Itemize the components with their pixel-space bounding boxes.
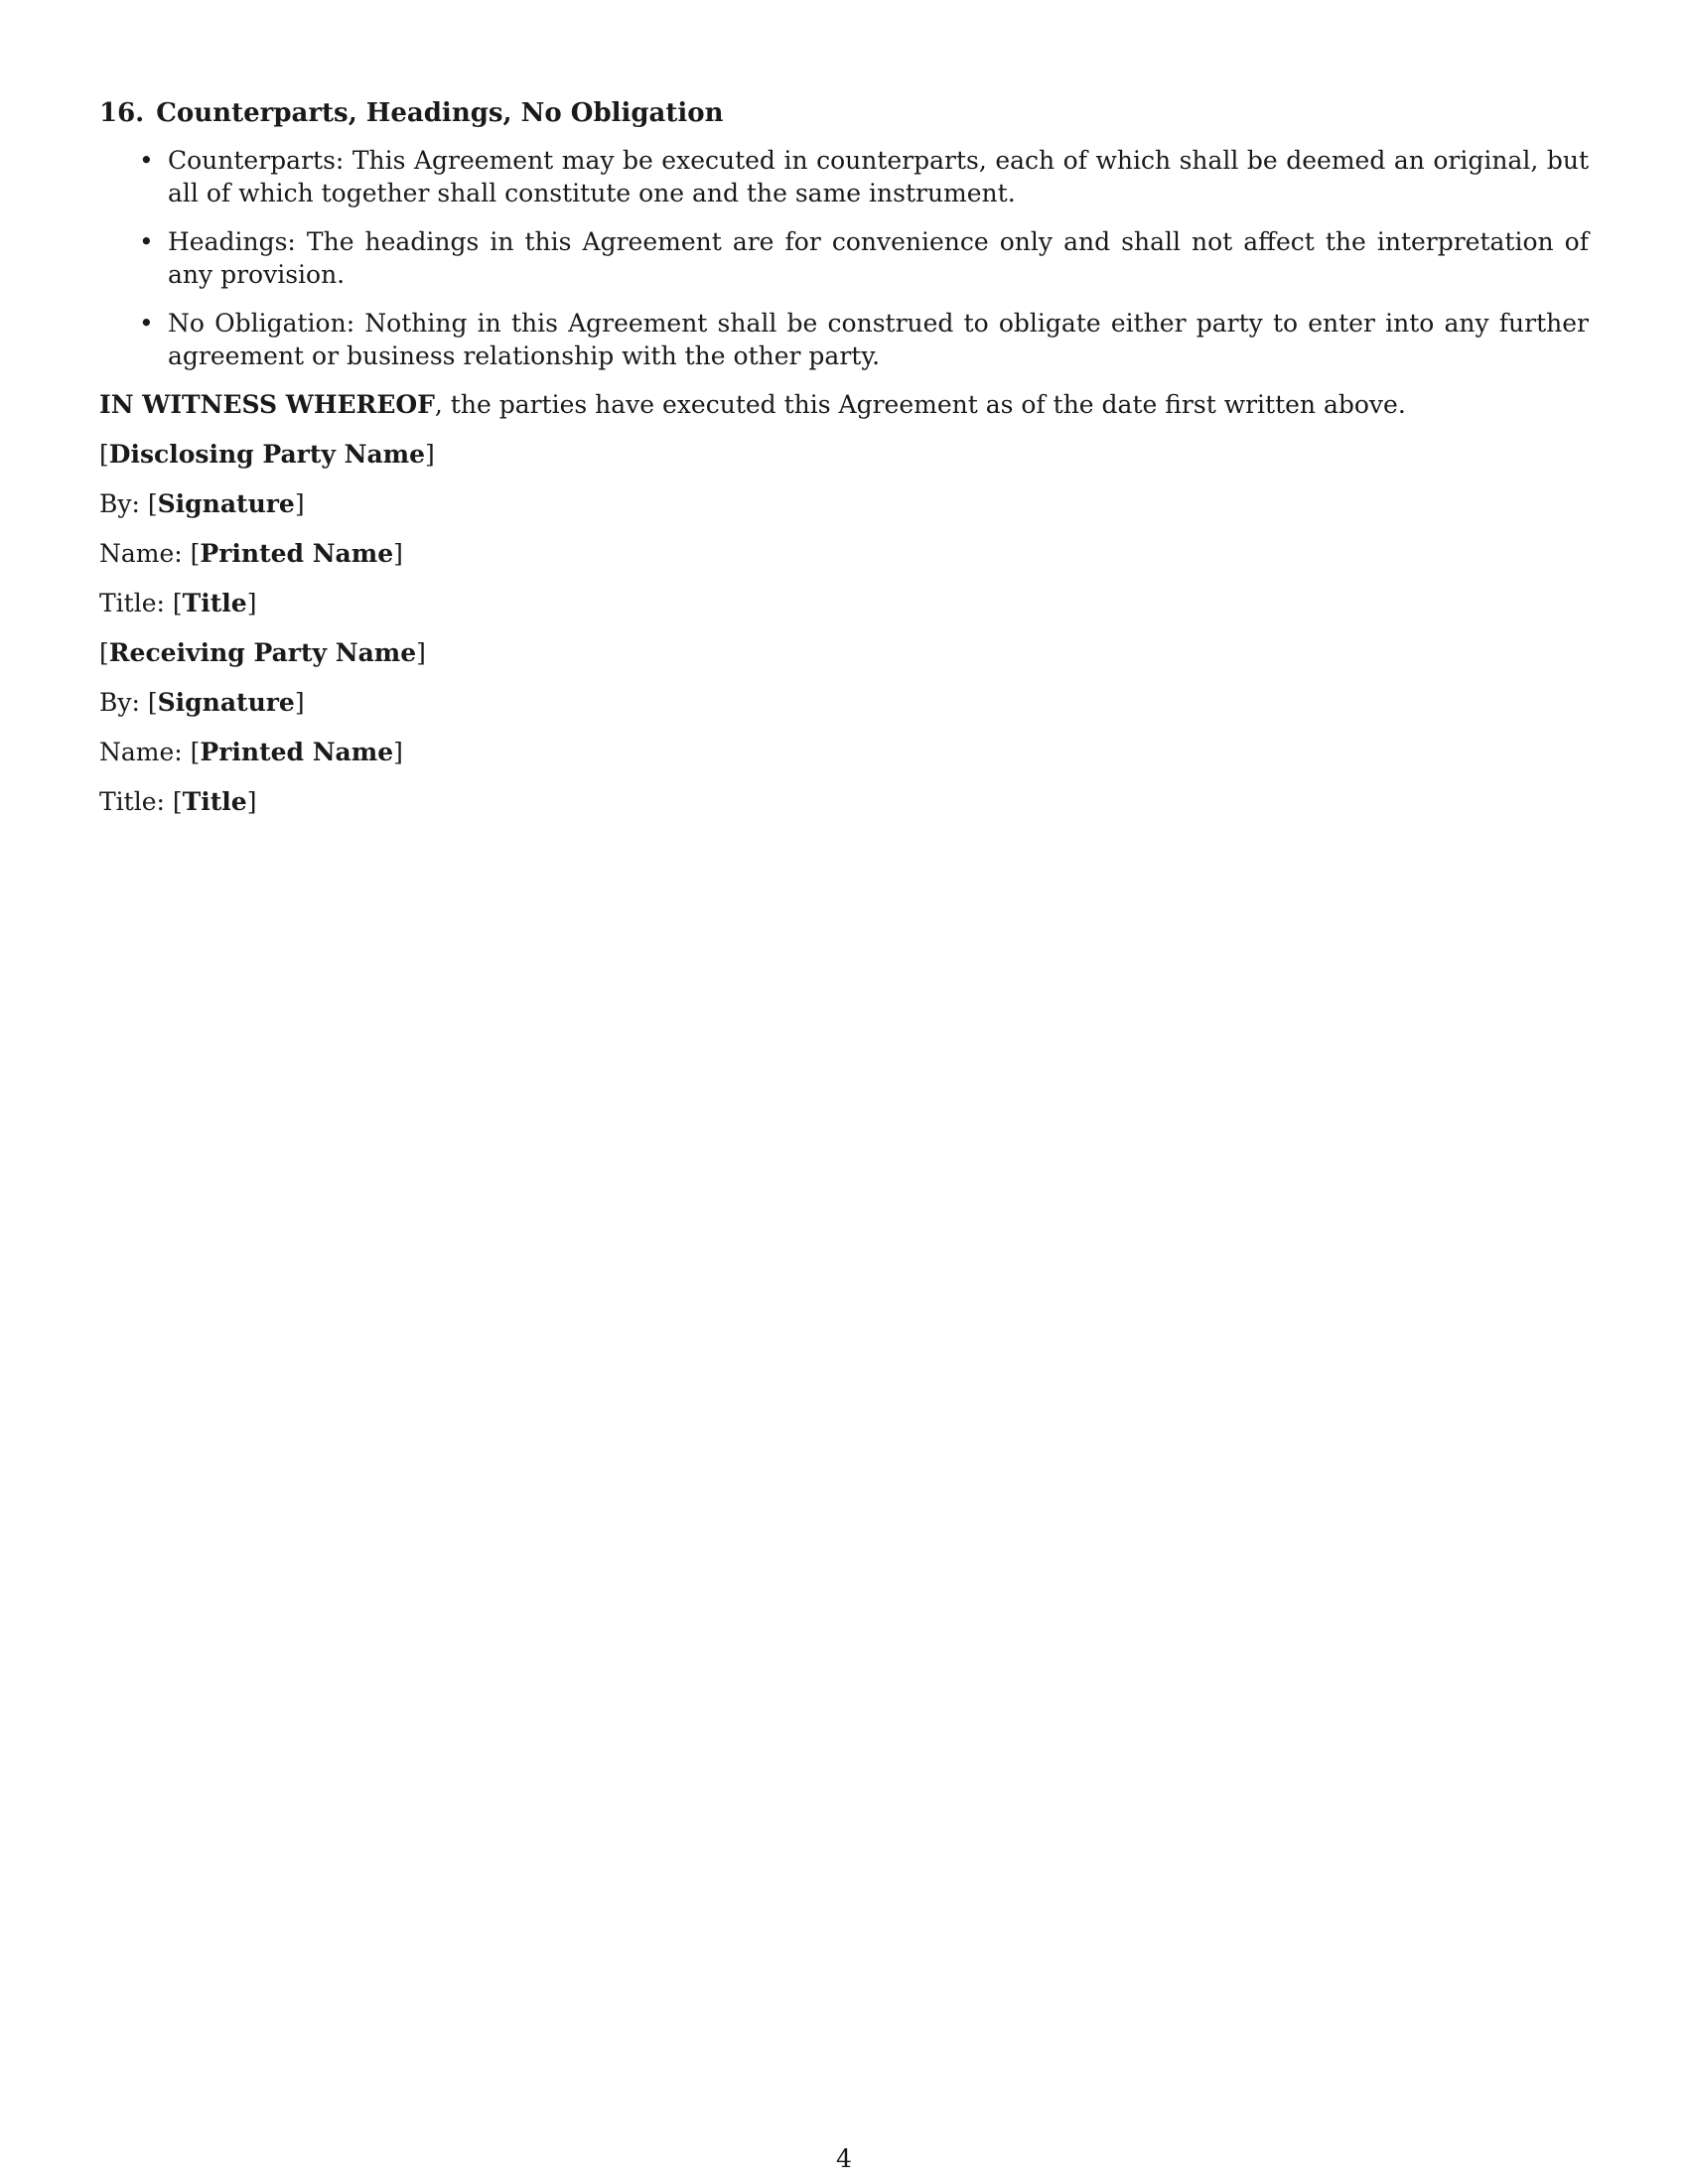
disclosing-by-line: By: [Signature] [99, 489, 305, 518]
clause-text: Counterparts: This Agreement may be executed in counterparts, each of which shall be deemed an original, but all of which together shall constitute one and the same instrument. [168, 146, 1589, 207]
witness-paragraph [99, 388, 1589, 421]
party-name-placeholder: Disclosing Party Name [108, 440, 426, 469]
section-title: Counterparts, Headings, No Obligation [156, 98, 724, 128]
disclosing-title-line: Title: [Title] [99, 589, 257, 617]
page-number: 4 [836, 2144, 852, 2173]
title-placeholder: Title [182, 589, 247, 617]
list-item [99, 144, 1589, 209]
receiving-signature-block [99, 636, 1589, 818]
list-item [99, 225, 1589, 291]
disclosing-signature-block [99, 438, 1589, 619]
receiving-by-line: By: [Signature] [99, 688, 305, 717]
receiving-party-name: [Receiving Party Name] [99, 638, 426, 667]
name-label: Name: [99, 539, 183, 568]
title-label: Title: [99, 787, 165, 816]
printed-name-placeholder: Printed Name [200, 738, 394, 766]
receiving-name-line: Name: [Printed Name] [99, 738, 403, 766]
title-placeholder: Title [182, 787, 247, 816]
clause-text: Headings: The headings in this Agreement are for convenience only and shall not affect the interpretation of any provision. [168, 227, 1589, 289]
signature-placeholder: Signature [157, 489, 295, 518]
signature-placeholder: Signature [157, 688, 295, 717]
party-name-placeholder: Receiving Party Name [108, 638, 417, 667]
document-page [99, 97, 1589, 835]
clause-text: No Obligation: Nothing in this Agreement shall be construed to obligate either party to enter into any further agreement or business relationship with the other party. [168, 309, 1589, 370]
receiving-title-line: Title: [Title] [99, 787, 257, 816]
by-label: By: [99, 489, 140, 518]
witness-text: , the parties have executed this Agreement as of the date first written above. [434, 390, 1406, 419]
disclosing-name-line: Name: [Printed Name] [99, 539, 403, 568]
witness-lead: IN WITNESS WHEREOF [99, 390, 435, 419]
printed-name-placeholder: Printed Name [200, 539, 394, 568]
bullet-icon: • [139, 309, 154, 338]
title-label: Title: [99, 589, 165, 617]
section-heading [99, 97, 1589, 130]
clause-list [99, 144, 1589, 372]
section-number: 16. [99, 98, 145, 128]
name-label: Name: [99, 738, 183, 766]
by-label: By: [99, 688, 140, 717]
list-item [99, 307, 1589, 372]
disclosing-party-name: [Disclosing Party Name] [99, 440, 435, 469]
bullet-icon: • [139, 146, 154, 175]
bullet-icon: • [139, 227, 154, 256]
